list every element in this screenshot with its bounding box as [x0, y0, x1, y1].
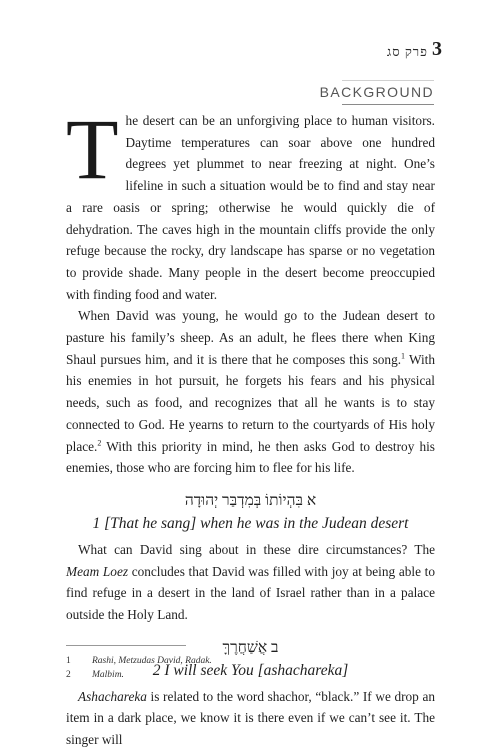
term-italic: Ashachareka — [78, 688, 147, 704]
drop-cap: T — [66, 101, 119, 197]
paragraph-3-text-b: concludes that David was filled with joy at being able to find refuge in a desert in the land of Israel rather than in a palace outside the Holy Land. — [66, 563, 435, 623]
footnote-text: Rashi, Metzudas David, Radak. — [92, 656, 212, 666]
verse-2-hebrew: ב אֲשַׁחֲרֶךָּ — [222, 638, 279, 656]
paragraph-2-text-a: When David was young, he would go to the Judean desert to pasture his family’s sheep. As an adult, he flees there when King Shaul pursues him, and it is there that he composes this song. — [66, 308, 435, 367]
paragraph-1 — [66, 101, 435, 305]
footnote-ref-2[interactable]: 2 — [97, 438, 102, 448]
paragraph-4 — [66, 686, 435, 751]
footnote-rule — [66, 645, 186, 646]
footnote-number: 1 — [66, 656, 71, 666]
paragraph-3-text-a: What can David sing about in these dire circumstances? The — [78, 541, 435, 557]
paragraph-4-text: is related to the word shachor, “black.” If we drop an item in a dark place, we know it is there even if we can’t see it. The singer will — [66, 688, 435, 748]
paragraph-2 — [66, 305, 435, 479]
paragraph-1-text: he desert can be an unforgiving place to human visitors. Daytime temperatures can soar above one hundred degrees yet plummet to near freezing at night. One’s lifeline in such a situation would be to find and stay near a rare oasis or spring; otherwise he would quickly die of dehydration. The caves high in the mountain cliffs provide the only refuge because the rocky, dry landscape has sparse or no vegetation to provide shade. Many people in the desert become preoccupied with finding food and water. — [66, 113, 435, 302]
footnotes — [66, 654, 435, 682]
page-number: 3 — [432, 38, 442, 60]
verse-1-hebrew: א בִּהְיוֹתוֹ בְּמִדְבַּר יְהוּדָה — [184, 491, 317, 509]
section-rule-top — [342, 80, 434, 81]
footnote — [66, 654, 435, 668]
verse-1-english: 1 [That he sang] when he was in the Judean desert — [92, 514, 409, 532]
footnote-number: 2 — [66, 670, 71, 680]
section-label: BACKGROUND — [319, 84, 434, 100]
footnote-text: Malbim. — [92, 670, 124, 680]
verse-2-english: 2 I will seek You [ashachareka] — [152, 661, 349, 679]
paragraph-2-text-b: With his enemies in hot pursuit, he forgets his fears and his physical needs, such as food, and recognizes that all he wants is to stay connected to God. He yearns to return to the courtyards of His holy place. — [66, 351, 435, 454]
running-head: פרק סג — [386, 44, 428, 59]
footnote-ref-1[interactable]: 1 — [401, 351, 406, 361]
source-title: Meam Loez — [66, 563, 129, 579]
section-rule — [342, 104, 434, 105]
paragraph-2-text-c: With this priority in mind, he then asks God to destroy his enemies, those who are forcing him to flee for his life. — [66, 438, 435, 476]
footnote — [66, 668, 435, 682]
paragraph-3 — [66, 539, 435, 626]
